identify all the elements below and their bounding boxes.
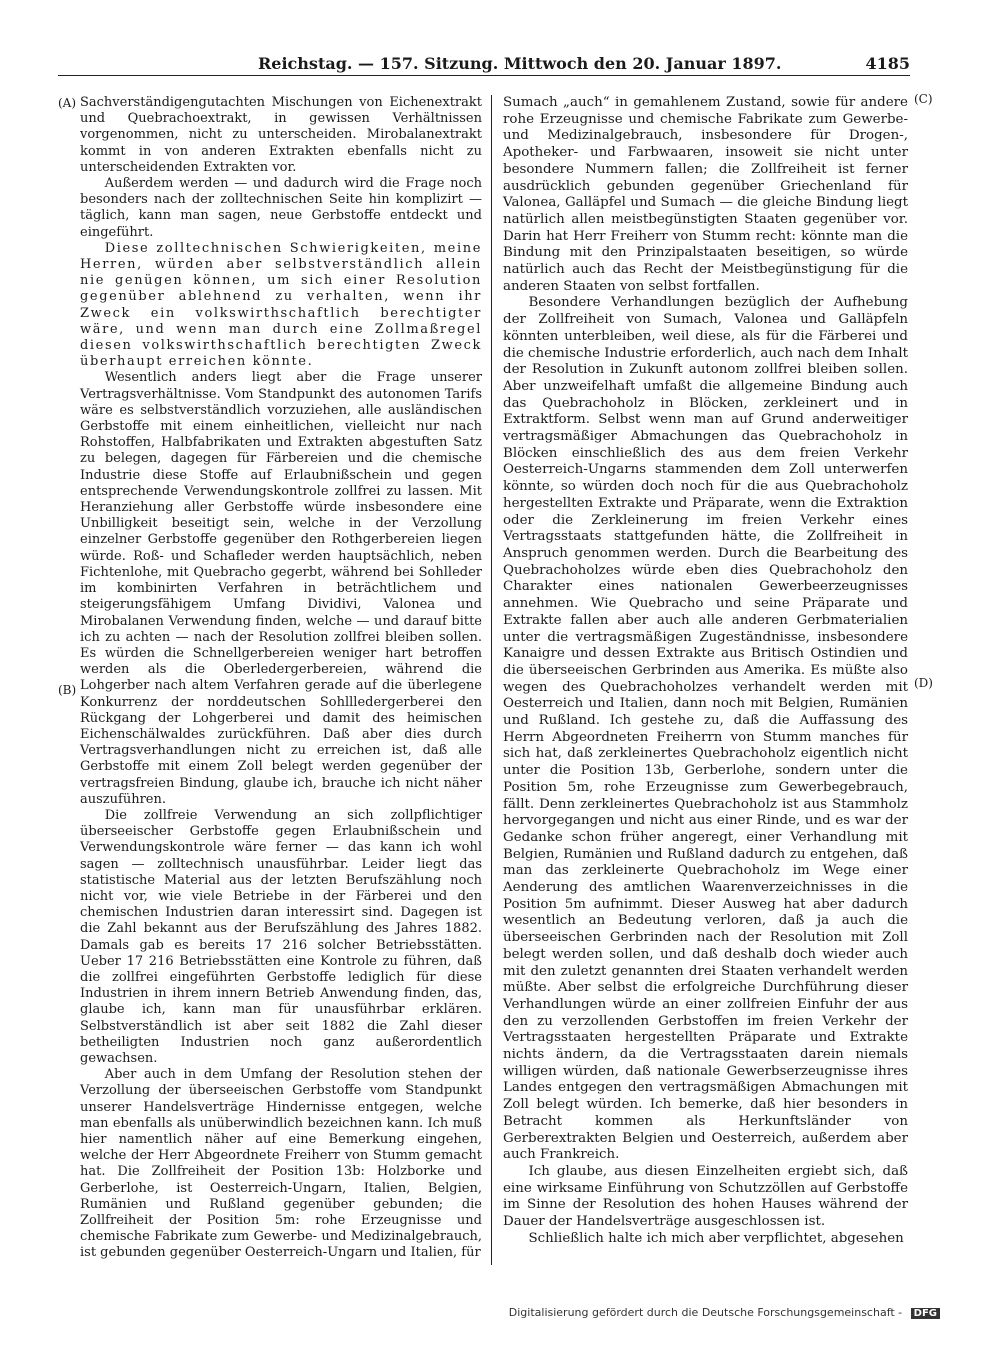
paragraph: Diese zolltechnischen Schwierigkeiten, meine Herren, würden aber selbstverständlich allein nie genügen können, um sich einer Resolution gegenüber ablehnend zu verhalten, wenn ihr Zweck ein volkswirthschaftlich berechtigter wäre, und wenn man durch eine Zollmaßregel diesen volkswirthschaftlich berechtigten Zweck überhaupt erreichen könnte. <box>80 240 482 370</box>
paragraph: Besondere Verhandlungen bezüglich der Aufhebung der Zollfreiheit von Sumach, Valonea und Galläpfeln könnten unterbleiben, weil diese, als für die Färberei und die chemische Industrie erforderlich, auch nach dem Inhalt der Resolution in Zukunft autonom zollfrei bleiben sollen. Aber unzweifelhaft umfaßt die allgemeine Bindung auch das Quebrachoholz in Blöcken, zerkleinert und in Extraktform. Selbst wenn man auf Grund anderweitiger vertragsmäßiger Abmachungen das Quebrachoholz in Blöcken einschließlich des aus dem freien Verkehr Oesterreich-Ungarns stammenden dem Zoll unterwerfen könnte, so würden doch noch für die aus Quebrachoholz hergestellten Extrakte und Präparate, wenn die Extraktion oder die Zerkleinerung im freien Verkehr eines Vertragsstaats stattgefunden hätte, die Zollfreiheit in Anspruch genommen werden. Durch die Bearbeitung des Quebrachoholzes würde eben dies Quebrachoholz den Charakter eines nationalen Gewerbeerzeugnisses annehmen. Wie Quebracho und seine Präparate und Extrakte fallen aber auch alle anderen Gerbmaterialien unter die vertragsmäßigen Zugeständnisse, insbesondere Kanaigre und dessen Extrakte aus Britisch Ostindien und die überseeischen Gerbrinden aus Amerika. Es müßte also wegen des Quebrachoholzes verhandelt werden mit Oesterreich und Italien, dann noch mit Belgien, Rumänien und Rußland. Ich gestehe zu, daß die Auffassung des Herrn Abgeordneten Freiherrn von Stumm manches für sich hat, daß zerkleinertes Quebrachoholz eigentlich nicht unter die Position 13b, Gerberlohe, sondern unter die Position 5m, rohe Erzeugnisse zum Gewerbegebrauch, fällt. Denn zerkleinertes Quebrachoholz ist aus Stammholz hervorgegangen und nicht aus einer Rinde, und es war der Gedanke schon früher angeregt, einer Verhandlung mit Belgien, Rumänien und Rußland dadurch zu entgehen, daß man das zerkleinerte Quebrachoholz im Wege einer Aenderung des amtlichen Waarenverzeichnisses in die Position 5m aufnimmt. Dieser Ausweg hat aber dadurch wesentlich an Bedeutung verloren, daß ja auch die überseeischen Gerbrinden nach der Resolution mit Zoll belegt werden sollen, und daß deshalb doch wieder auch mit den zuletzt genannten drei Staaten verhandelt werden müßte. Aber selbst die erfolgreiche Durchführung dieser Verhandlungen würde an einer zollfreien Einfuhr der aus den zu verzollenden Gerbstoffen im freien Verkehr der Vertragsstaaten hergestellten Präparate und Extrakte nichts ändern, da die Vertragsstaaten darein niemals willigen würden, daß nationale Gewerbserzeugnisse ihres Landes entgegen den vertragsmäßigen Abmachungen mit Zoll belegt würden. Ich bemerke, daß hier besonders in Betracht kommen als Herkunftsländer von Gerberextrakten Belgien und Oesterreich, außerdem aber auch Frankreich. <box>503 295 908 1163</box>
dfg-logo: DFG <box>911 1308 940 1319</box>
margin-mark-d: (D) <box>914 676 933 690</box>
paragraph: Aber auch in dem Umfang der Resolution stehen der Verzollung der überseeischen Gerbstoffe vom Standpunkt unserer Handelsverträge Hindernisse entgegen, welche man ebenfalls als unüberwindlich bezeichnen kann. Ich muß hier namentlich näher auf eine Bemerkung eingehen, welche der Herr Abgeordnete Freiherr von Stumm gemacht hat. Die Zollfreiheit der Position 13b: Holzborke und Gerberlohe, ist Oesterreich-Ungarn, Italien, Belgien, Rumänien und Rußland gegenüber gebunden; die Zollfreiheit der Position 5m: rohe Erzeugnisse und chemische Fabrikate zum Gewerbe- und Medizinalgebrauch, ist gebunden gegenüber Oesterreich-Ungarn und Italien, für <box>80 1067 482 1261</box>
header-rule <box>58 75 910 76</box>
paragraph: Sumach „auch“ in gemahlenem Zustand, sowie für andere rohe Erzeugnisse und chemische Fabrikate zum Gewerbe- und Medizinalgebrauch, insbesondere für Drogen-, Apotheker- und Farbwaaren, insoweit sie nicht unter besondere Nummern fallen; die Zollfreiheit ist ferner ausdrücklich gebunden gegenüber Griechenland für Valonea, Galläpfel und Sumach — die gleiche Bindung liegt natürlich allen meistbegünstigten Staaten gegenüber vor. Darin hat Herr Freiherr von Stumm recht: könnte man die Bindung mit den Prinzipalstaaten beseitigen, so würde natürlich auch das Recht der Meistbegünstigung für die anderen Staaten von selbst fortfallen. <box>503 95 908 294</box>
paragraph: Außerdem werden — und dadurch wird die Frage noch besonders nach der zolltechnischen Seite hin komplizirt — täglich, kann man sagen, neue Gerbstoffe entdeckt und eingeführt. <box>80 176 482 240</box>
footer-text: Digitalisierung gefördert durch die Deutsche Forschungsgemeinschaft - <box>508 1306 903 1319</box>
paragraph: Wesentlich anders liegt aber die Frage unserer Vertragsverhältnisse. Vom Standpunkt des autonomen Tarifs wäre es selbstverständlich vorzuziehen, alle ausländischen Gerbstoffe mit einem einheitlichen, vielleicht nur nach Rohstoffen, Halbfabrikaten und Extrakten abgestuften Satz zu belegen, dagegen für Färbereien und die chemische Industrie diese Stoffe auf Erlaubnißschein und gegen entsprechende Verwendungskontrole zollfrei zu lassen. Mit Heranziehung aller Gerbstoffe würde insbesondere eine Unbilligkeit beseitigt sein, welche in der Verzollung einzelner Gerbstoffe gegenüber den Rothgerbereien liegen würde. Roß- und Schafleder werden hauptsächlich, neben Fichtenlohe, mit Quebracho gegerbt, während bei Sohlleder im kombinirten Verfahren in beträchtlichem und steigerungsfähigem Umfang Dividivi, Valonea und Mirobalanen Verwendung finden, welche — und darauf bitte ich zu achten — nach der Resolution zollfrei bleiben sollen. Es würden die Schnellgerbereien weniger hart betroffen werden als die Oberledergerbereien, während die Lohgerber nach altem Verfahren gerade auf die überlegene Konkurrenz der norddeutschen Sohllledergerberei den Rückgang der Lohgerberei und damit des heimischen Eichenschälwaldes zurückführen. Daß aber dies durch Vertragsverhandlungen nicht zu erreichen ist, daß alle Gerbstoffe mit einem Zoll belegt werden gegenüber der vertragsfreien Bindung, glaube ich, brauche ich nicht näher auszuführen. <box>80 370 482 807</box>
paragraph: Sachverständigengutachten Mischungen von Eichenextrakt und Quebrachoextrakt, in gewissen Verhältnissen vorgenommen, nicht zu unterscheiden. Mirobalanextrakt kommt in von anderen Extrakten ebenfalls nicht zu unterscheidenden Extrakten vor. <box>80 95 482 175</box>
left-column <box>80 95 482 1262</box>
page-number: 4185 <box>865 54 910 73</box>
paragraph: Ich glaube, aus diesen Einzelheiten ergiebt sich, daß eine wirksame Einführung von Schutzzöllen auf Gerbstoffe im Sinne der Resolution des hohen Hauses während der Dauer der Handelsverträge ausgeschlossen ist. <box>503 1164 908 1230</box>
margin-mark-a: (A) <box>58 96 77 110</box>
margin-mark-b: (B) <box>58 683 77 697</box>
paragraph: Schließlich halte ich mich aber verpflichtet, abgesehen <box>528 1230 904 1246</box>
paragraph: Die zollfreie Verwendung an sich zollpflichtiger überseeischer Gerbstoffe gegen Erlaubnißschein und Verwendungskontrole wäre ferner — das kann ich wohl sagen — zolltechnisch unausführbar. Leider liegt das statistische Material aus der letzten Berufszählung noch nicht vor, wie viele Betriebe in der Färberei und den chemischen Industrien daran interessirt sind. Dagegen ist die Zahl bekannt aus der Berufszählung des Jahres 1882. Damals gab es bereits 17 216 solcher Betriebsstätten. Ueber 17 216 Betriebsstätten eine Kontrole zu führen, daß die zollfrei eingeführten Gerbstoffe lediglich für diese Industrien in ihrem innern Betrieb Anwendung finden, das, glaube ich, kann man für unausführbar erklären. Selbstverständlich ist aber seit 1882 die Zahl dieser betheiligten Industrien noch ganz außerordentlich gewachsen. <box>80 807 482 1066</box>
footer <box>509 1306 940 1319</box>
right-column <box>503 95 908 1248</box>
column-divider <box>491 95 492 1265</box>
page-header <box>58 54 910 76</box>
margin-mark-c: (C) <box>914 92 933 106</box>
page-title: Reichstag. — 157. Sitzung. Mittwoch den 20. Januar 1897. <box>258 54 782 73</box>
